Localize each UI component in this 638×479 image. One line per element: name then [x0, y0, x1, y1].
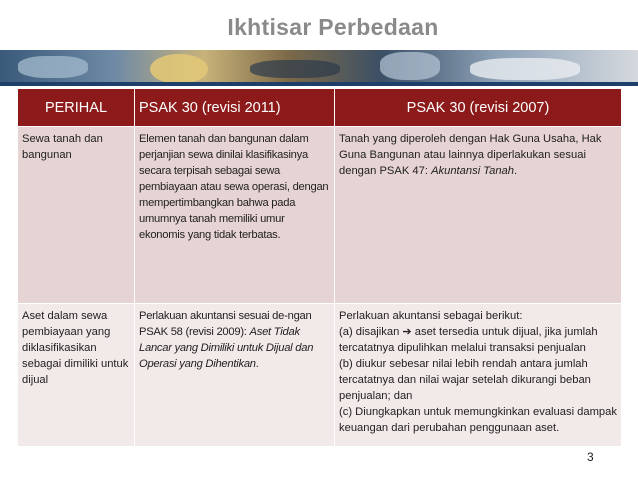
decorative-banner — [0, 50, 638, 86]
banner-shape — [18, 56, 88, 78]
header-psak-2011: PSAK 30 (revisi 2011) — [135, 89, 335, 127]
cell-psak-2011 — [135, 127, 335, 304]
arrow-right-icon: ➔ — [402, 326, 412, 338]
cell-psak-2011 — [135, 304, 335, 447]
banner-shape — [470, 58, 580, 80]
banner-shape — [380, 52, 440, 80]
table-row — [18, 304, 622, 447]
comparison-table — [17, 88, 622, 447]
cell-perihal — [18, 127, 135, 304]
item-a-prefix: (a) disajikan — [339, 326, 403, 338]
cell-psak-2007 — [335, 304, 622, 447]
psak2007-text: Tanah yang diperoleh dengan Hak Guna Usaha, Hak Guna Bangunan atau lainnya diperlakukan sesuai dengan PSAK 47: — [339, 133, 602, 177]
slide-title: Ikhtisar Perbedaan — [227, 14, 439, 40]
psak2011-italic: Aset Tidak Lancar yang Dimiliki untuk Dijual dan Operasi yang Dihentikan — [139, 326, 314, 370]
header-perihal: PERIHAL — [18, 89, 135, 127]
cell-perihal — [18, 304, 135, 447]
banner-shape — [250, 60, 340, 78]
table-header-row — [18, 89, 622, 127]
psak2007-intro: Perlakuan akuntansi sebagai berikut: — [339, 310, 523, 322]
psak2007-item-a — [339, 324, 617, 356]
table-row — [18, 127, 622, 304]
psak2011-text: Elemen tanah dan bangunan dalam perjanjian sewa dinilai klasifikasinya secara terpisah sebagai sewa pembiayaan atau sewa operasi, dengan mempertimbangkan bahwa pada umumnya tanah memiliki umur ekonomis yang tidak terbatas. — [139, 133, 329, 241]
psak2007-item-c: (c) Diungkapkan untuk memungkinkan evaluasi dampak keuangan dari perubahan penggunaan aset. — [339, 406, 617, 434]
psak2011-end: . — [255, 358, 259, 370]
banner-shape — [150, 54, 208, 84]
item-a-rest: aset tersedia untuk dijual, jika jumlah tercatatnya dipulihkan melalui transaksi penjualan — [339, 326, 598, 354]
perihal-text: Sewa tanah dan bangunan — [22, 133, 103, 161]
psak2007-item-b: (b) diukur sebesar nilai lebih rendah antara jumlah tercatatnya dan nilai wajar setelah dikurangi beban penjualan; dan — [339, 358, 591, 402]
psak2007-end: . — [514, 165, 518, 177]
cell-psak-2007 — [335, 127, 622, 304]
banner-underline — [0, 82, 638, 86]
psak2007-italic: Akuntansi Tanah — [431, 165, 514, 177]
page-number: 3 — [587, 450, 594, 464]
header-psak-2007: PSAK 30 (revisi 2007) — [335, 89, 622, 127]
perihal-text: Aset dalam sewa pembiayaan yang diklasifikasikan sebagai dimiliki untuk dijual — [22, 310, 129, 386]
psak2011-text: Perlakuan akuntansi sesuai de-ngan PSAK 58 (revisi 2009): — [139, 310, 312, 338]
